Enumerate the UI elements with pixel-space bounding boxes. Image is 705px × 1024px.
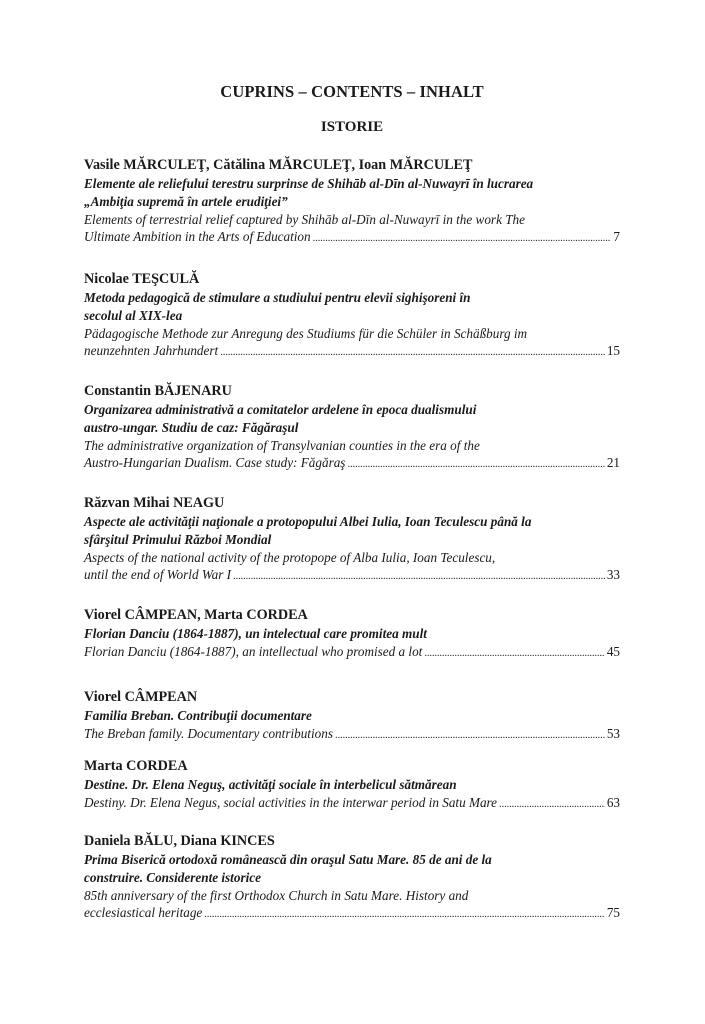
entry-authors: Vasile MĂRCULEŢ, Cătălina MĂRCULEŢ, Ioan MĂRCULEŢ	[84, 157, 473, 173]
entry-title-original: Organizarea administrativă a comitatelor ardelene în epoca dualismului	[84, 402, 477, 417]
entry-title-translation: Austro-Hungarian Dualism. Case study: Făgăraş	[84, 455, 346, 471]
entry-title-original: secolul al XIX-lea	[84, 307, 183, 323]
page-number: 75	[606, 905, 620, 921]
entry-title-translation: ecclesiastical heritage	[84, 905, 203, 921]
entry-title-original: construire. Considerente istorice	[84, 869, 261, 885]
page-number: 15	[606, 343, 620, 359]
entry-title-original: Aspecte ale activităţii naţionale a protopopului Albei Iulia, Ioan Teculescu până la	[84, 514, 532, 529]
entry-authors: Răzvan Mihai NEAGU	[84, 495, 225, 511]
entry-title-translation: Destiny. Dr. Elena Negus, social activities in the interwar period in Satu Mare	[84, 794, 498, 810]
contents-entry[interactable]	[84, 494, 620, 586]
dot-leader	[313, 228, 612, 248]
page-number: 21	[606, 455, 620, 471]
entry-title-original: austro-ungar. Studiu de caz: Făgăraşul	[84, 419, 299, 435]
page-number: 45	[606, 643, 620, 659]
page-number: 7	[613, 229, 620, 245]
entry-title-translation: until the end of World War I	[84, 567, 232, 583]
entry-title-original: Destine. Dr. Elena Neguş, activităţi sociale în interbelicul sătmărean	[84, 777, 457, 792]
entry-authors: Nicolae TEŞCULĂ	[84, 271, 200, 287]
entry-leader-line	[84, 643, 620, 663]
dot-leader	[424, 643, 604, 663]
dot-leader	[499, 794, 605, 814]
entry-authors: Viorel CÂMPEAN, Marta CORDEA	[84, 607, 308, 623]
contents-entry[interactable]	[84, 688, 620, 745]
entry-title-translation: Ultimate Ambition in the Arts of Education	[84, 229, 311, 245]
entry-authors: Marta CORDEA	[84, 758, 188, 774]
entry-authors: Constantin BĂJENARU	[84, 383, 232, 399]
entry-title-original: Metoda pedagogică de stimulare a studiului pentru elevii sighişoreni în	[84, 290, 471, 305]
dot-leader	[335, 725, 605, 745]
entry-title-original: sfârşitul Primului Război Mondial	[84, 531, 272, 547]
page-number: 53	[606, 725, 620, 741]
entry-title-translation: The administrative organization of Transylvanian counties in the era of the	[84, 437, 480, 453]
page-number: 63	[606, 794, 620, 810]
contents-entry[interactable]	[84, 757, 620, 814]
entry-title-translation: Pädagogische Methode zur Anregung des Studiums für die Schüler in Schäßburg im	[84, 325, 528, 341]
entry-title-original: Familia Breban. Contribuţii documentare	[84, 708, 312, 723]
entry-leader-line	[84, 725, 620, 745]
entry-leader-line	[84, 228, 620, 248]
entry-leader-line	[84, 566, 620, 586]
entry-title-original: Prima Biserică ortodoxă românească din oraşul Satu Mare. 85 de ani de la	[84, 852, 492, 867]
page-title: CUPRINS – CONTENTS – INHALT	[220, 82, 484, 101]
dot-leader	[347, 454, 604, 474]
dot-leader	[220, 342, 605, 362]
entry-title-translation: Aspects of the national activity of the protopope of Alba Iulia, Ioan Teculescu,	[84, 549, 496, 565]
entry-title-translation: Elements of terrestrial relief captured by Shihāb al-Dīn al-Nuwayrī in the work The	[84, 211, 525, 227]
entry-leader-line	[84, 454, 620, 474]
dot-leader	[233, 566, 605, 586]
entry-title-translation: The Breban family. Documentary contributions	[84, 725, 333, 741]
entry-title-original: Elemente ale reliefului terestru surprinse de Shihāb al-Dīn al-Nuwayrī în lucrarea	[84, 176, 534, 191]
entry-leader-line	[84, 904, 620, 924]
entry-title-translation: 85th anniversary of the first Orthodox Church in Satu Mare. History and	[84, 887, 469, 903]
section-title: ISTORIE	[320, 119, 384, 135]
entry-leader-line	[84, 342, 620, 362]
entry-leader-line	[84, 794, 620, 814]
dot-leader	[204, 904, 605, 924]
page-number: 33	[606, 567, 620, 583]
contents-entry[interactable]	[84, 606, 620, 663]
entry-authors: Daniela BĂLU, Diana KINCES	[84, 833, 275, 849]
contents-entry[interactable]	[84, 832, 620, 924]
contents-entry[interactable]	[84, 382, 620, 474]
entry-authors: Viorel CÂMPEAN	[84, 689, 198, 705]
entry-title-original: „Ambiţia supremă în artele erudiţiei”	[84, 193, 288, 209]
entry-title-translation: Florian Danciu (1864-1887), an intellectual who promised a lot	[84, 643, 423, 659]
contents-entry[interactable]	[84, 156, 620, 248]
contents-entry[interactable]	[84, 270, 620, 362]
entry-title-original: Florian Danciu (1864-1887), un intelectual care promitea mult	[84, 626, 427, 641]
entry-title-translation: neunzehnten Jahrhundert	[84, 343, 219, 359]
